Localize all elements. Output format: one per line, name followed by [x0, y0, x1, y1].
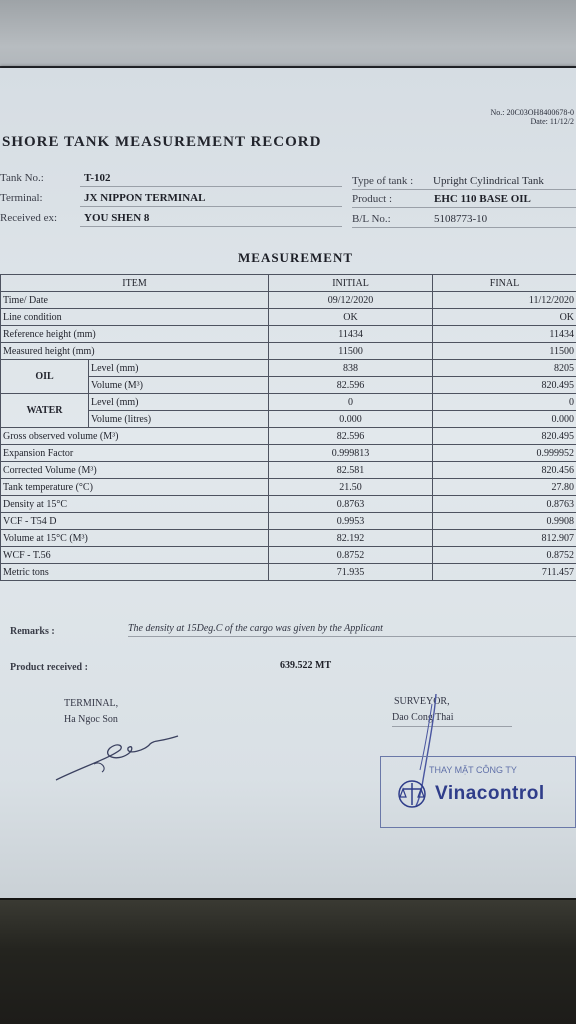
- final-value: 0.9908: [433, 513, 576, 530]
- table-row: [1, 360, 576, 377]
- item-label: Measured height (mm): [1, 343, 269, 360]
- table-row: [1, 530, 576, 547]
- initial-value: 11500: [269, 343, 433, 360]
- terminal-signatory-name: Ha Ngoc Son: [64, 714, 118, 725]
- received-ex-value: YOU SHEN 8: [84, 212, 150, 224]
- table-row: [1, 445, 576, 462]
- initial-value: 11434: [269, 326, 433, 343]
- final-value: 8205: [433, 360, 576, 377]
- final-value: 0.8752: [433, 547, 576, 564]
- initial-value: OK: [269, 309, 433, 326]
- terminal-signature: [50, 728, 190, 788]
- underline: [352, 207, 576, 208]
- table-row: [1, 309, 576, 326]
- initial-value: 82.581: [269, 462, 433, 479]
- product-received-label: Product received :: [10, 662, 88, 673]
- final-value: 812.907: [433, 530, 576, 547]
- product-label: Product :: [352, 193, 393, 205]
- initial-value: 09/12/2020: [269, 292, 433, 309]
- item-label: Expansion Factor: [1, 445, 269, 462]
- initial-value: 21.50: [269, 479, 433, 496]
- group-label: WATER: [1, 394, 89, 428]
- initial-value: 0.8763: [269, 496, 433, 513]
- item-label: Reference height (mm): [1, 326, 269, 343]
- company-stamp: [380, 756, 576, 828]
- initial-value: 82.596: [269, 377, 433, 394]
- item-label: Volume (litres): [89, 411, 269, 428]
- bl-no-label: B/L No.:: [352, 213, 391, 225]
- item-label: Corrected Volume (M³): [1, 462, 269, 479]
- type-of-tank-value: Upright Cylindrical Tank: [433, 175, 544, 187]
- table-row: [1, 394, 576, 411]
- final-value: 0.000: [433, 411, 576, 428]
- item-label: Level (mm): [89, 394, 269, 411]
- remarks-label: Remarks :: [10, 626, 55, 637]
- document-number: No.: 20C03OH8400678-0: [490, 108, 574, 117]
- remarks-text: The density at 15Deg.C of the cargo was given by the Applicant: [128, 623, 383, 634]
- group-label: OIL: [1, 360, 89, 394]
- table-row: [1, 547, 576, 564]
- item-label: Density at 15°C: [1, 496, 269, 513]
- initial-value: 0: [269, 394, 433, 411]
- item-label: Metric tons: [1, 564, 269, 581]
- scale-logo-icon: [397, 779, 427, 809]
- tank-no-label: Tank No.:: [0, 172, 44, 184]
- initial-value: 838: [269, 360, 433, 377]
- table-row: [1, 496, 576, 513]
- final-value: 27.80: [433, 479, 576, 496]
- tank-no-value: T-102: [84, 172, 111, 184]
- product-value: EHC 110 BASE OIL: [434, 193, 531, 205]
- item-label: Volume at 15°C (M³): [1, 530, 269, 547]
- document-title: SHORE TANK MEASUREMENT RECORD: [2, 134, 322, 150]
- received-ex-label: Received ex:: [0, 212, 58, 224]
- table-row: [1, 292, 576, 309]
- final-value: 0.8763: [433, 496, 576, 513]
- stamp-logo-text: Vinacontrol: [435, 783, 545, 804]
- initial-value: 71.935: [269, 564, 433, 581]
- underline: [352, 189, 576, 190]
- final-value: 711.457: [433, 564, 576, 581]
- final-value: 11434: [433, 326, 576, 343]
- final-value: 0: [433, 394, 576, 411]
- item-label: Gross observed volume (M³): [1, 428, 269, 445]
- underline: [352, 227, 576, 228]
- table-row: [1, 513, 576, 530]
- item-label: WCF - T.56: [1, 547, 269, 564]
- final-value: 820.495: [433, 377, 576, 394]
- bl-no-value: 5108773-10: [434, 213, 488, 225]
- column-header-item: ITEM: [1, 275, 269, 292]
- surveyor-role: SURVEYOR,: [394, 696, 450, 707]
- item-label: Tank temperature (°C): [1, 479, 269, 496]
- final-value: OK: [433, 309, 576, 326]
- measurement-heading: MEASUREMENT: [238, 250, 354, 265]
- terminal-value: JX NIPPON TERMINAL: [84, 192, 206, 204]
- initial-value: 82.596: [269, 428, 433, 445]
- table-row: [1, 428, 576, 445]
- column-header-final: FINAL: [433, 275, 576, 292]
- item-label: VCF - T54 D: [1, 513, 269, 530]
- terminal-signatory-role: TERMINAL,: [64, 698, 119, 709]
- measurement-table: [0, 274, 576, 581]
- table-row: [1, 462, 576, 479]
- item-label: Time/ Date: [1, 292, 269, 309]
- final-value: 820.456: [433, 462, 576, 479]
- product-received-value: 639.522 MT: [280, 660, 332, 671]
- initial-value: 0.999813: [269, 445, 433, 462]
- item-label: Level (mm): [89, 360, 269, 377]
- initial-value: 0.000: [269, 411, 433, 428]
- table-row: [1, 564, 576, 581]
- table-row: [1, 326, 576, 343]
- stamp-caption: THAY MẶT CÔNG TY: [429, 765, 517, 775]
- final-value: 0.999952: [433, 445, 576, 462]
- type-of-tank-label: Type of tank :: [352, 175, 414, 187]
- document-number-block: [490, 108, 574, 126]
- underline: [80, 206, 342, 207]
- document-date: Date: 11/12/2: [530, 117, 574, 126]
- table-row: [1, 343, 576, 360]
- initial-value: 0.9953: [269, 513, 433, 530]
- initial-value: 0.8752: [269, 547, 433, 564]
- column-header-initial: INITIAL: [269, 275, 433, 292]
- table-header-row: [1, 275, 576, 292]
- background-bottom: [0, 900, 576, 1024]
- surveyor-name: Dao Cong Thai: [392, 712, 454, 723]
- initial-value: 82.192: [269, 530, 433, 547]
- item-label: Volume (M³): [89, 377, 269, 394]
- final-value: 11500: [433, 343, 576, 360]
- terminal-label: Terminal:: [0, 192, 43, 204]
- underline: [128, 636, 576, 637]
- table-row: [1, 479, 576, 496]
- final-value: 11/12/2020: [433, 292, 576, 309]
- final-value: 820.495: [433, 428, 576, 445]
- item-label: Line condition: [1, 309, 269, 326]
- underline: [80, 186, 342, 187]
- underline: [80, 226, 342, 227]
